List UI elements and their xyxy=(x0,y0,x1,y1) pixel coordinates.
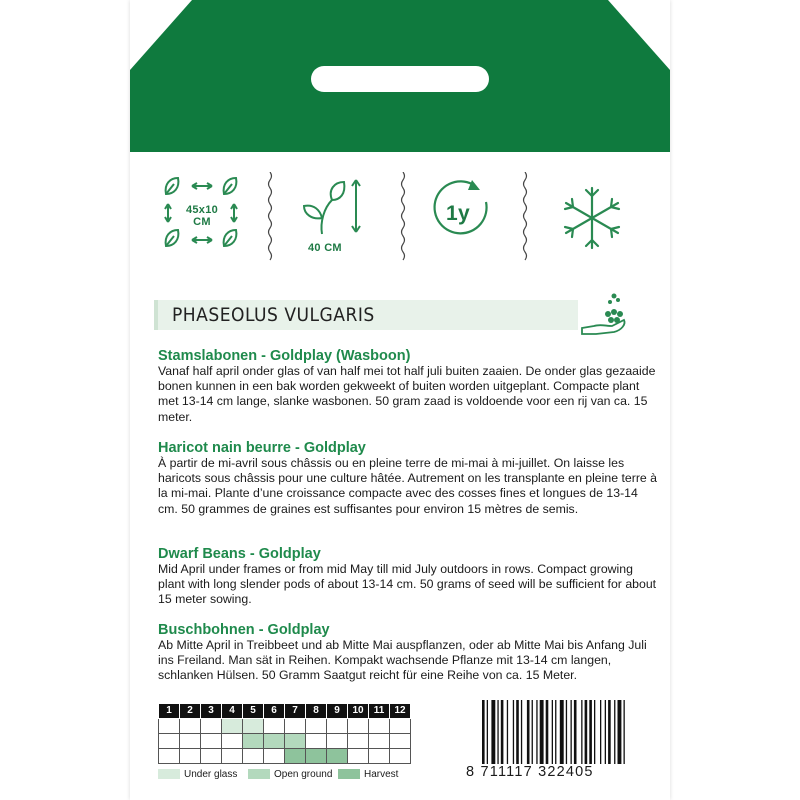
calendar-row-harvest xyxy=(159,749,411,764)
legend-swatch xyxy=(248,769,270,779)
calendar-cell xyxy=(327,734,348,749)
hanger-hole xyxy=(311,66,489,92)
legend-item-under-glass xyxy=(158,767,237,781)
calendar-cell xyxy=(222,749,243,764)
barcode-bar xyxy=(574,700,577,764)
month-cell: 10 xyxy=(348,704,369,719)
section-title: Haricot nain beurre - Goldplay xyxy=(158,440,366,456)
barcode-bar xyxy=(581,700,582,764)
barcode-bar xyxy=(507,700,508,764)
legend-label: Open ground xyxy=(274,768,333,780)
calendar-row-under-glass xyxy=(159,719,411,734)
barcode-bar xyxy=(521,700,522,764)
barcode-bar xyxy=(589,700,592,764)
calendar-row-open-ground xyxy=(159,734,411,749)
snowflake-icon xyxy=(560,168,624,268)
month-cell: 4 xyxy=(222,704,243,719)
calendar-cell xyxy=(369,734,390,749)
month-cell: 2 xyxy=(180,704,201,719)
calendar-cell xyxy=(348,749,369,764)
section-french xyxy=(158,440,658,517)
legend-swatch xyxy=(158,769,180,779)
month-cell: 12 xyxy=(390,704,411,719)
month-cell: 9 xyxy=(327,704,348,719)
spacing-label-line1: 45x10 xyxy=(185,204,219,216)
wavy-divider xyxy=(522,172,528,264)
barcode-bar xyxy=(532,700,533,764)
month-cell: 7 xyxy=(285,704,306,719)
calendar-month-header xyxy=(159,704,411,719)
barcode-bar xyxy=(497,700,498,764)
month-cell: 3 xyxy=(201,704,222,719)
section-body: Mid April under frames or from mid May till mid July outdoors in rows. Compact growing plant with long slender pods of about 13-14 cm. 50 grams of seed will be sufficient for about 15 meter sowing. xyxy=(158,562,657,607)
legend-label: Under glass xyxy=(184,768,238,780)
latin-name-banner xyxy=(154,300,578,330)
calendar-cell xyxy=(306,749,327,764)
calendar-cell xyxy=(264,734,285,749)
barcode-bar xyxy=(552,700,553,764)
calendar-cell xyxy=(306,719,327,734)
legend-item-harvest xyxy=(338,767,398,781)
wavy-divider xyxy=(267,172,273,264)
calendar-cell xyxy=(201,734,222,749)
seeds-in-hand-icon xyxy=(578,290,628,338)
calendar-cell xyxy=(222,719,243,734)
section-english xyxy=(158,546,658,608)
barcode-bar xyxy=(624,700,625,764)
calendar-cell xyxy=(159,749,180,764)
seed-packet-back xyxy=(130,0,670,800)
calendar-cell xyxy=(159,734,180,749)
calendar-cell xyxy=(201,749,222,764)
calendar-cell xyxy=(327,719,348,734)
barcode-bar xyxy=(585,700,588,764)
barcode-bar xyxy=(516,700,519,764)
barcode-bar xyxy=(600,700,601,764)
legend-swatch xyxy=(338,769,360,779)
height-label: 40 CM xyxy=(308,242,342,254)
barcode-bar xyxy=(594,700,595,764)
barcode-bar xyxy=(608,700,611,764)
calendar-cell xyxy=(348,734,369,749)
barcode-bar xyxy=(566,700,567,764)
month-cell: 6 xyxy=(264,704,285,719)
section-body: Vanaf half april onder glas of van half mei tot half juli buiten zaaien. De onder glas gezaaide bonen kunnen in een bak worden gekweekt of buiten worden uitgeplant. Compacte plant met 13-14 cm lange, slanke wasbonen. 50 gram zaad is voldoende voor een rij van ca. 15 meter. xyxy=(158,364,656,424)
spacing-label-line2: CM xyxy=(193,216,211,228)
section-title: Dwarf Beans - Goldplay xyxy=(158,546,321,562)
sowing-calendar xyxy=(158,703,411,764)
legend-label: Harvest xyxy=(364,768,399,780)
calendar-cell xyxy=(264,719,285,734)
barcode xyxy=(482,700,650,764)
calendar-cell xyxy=(285,719,306,734)
calendar-cell xyxy=(390,719,411,734)
barcode-bar xyxy=(555,700,556,764)
calendar-cell xyxy=(390,734,411,749)
barcode-bar xyxy=(560,700,564,764)
barcode-bar xyxy=(605,700,606,764)
calendar-cell xyxy=(180,719,201,734)
month-cell: 8 xyxy=(306,704,327,719)
section-dutch xyxy=(158,348,658,425)
barcode-bar xyxy=(487,700,488,764)
month-cell: 1 xyxy=(159,704,180,719)
barcode-bar xyxy=(540,700,544,764)
calendar-cell xyxy=(180,749,201,764)
barcode-number: 8 711117 322405 xyxy=(466,764,594,780)
calendar-cell xyxy=(285,749,306,764)
month-cell: 11 xyxy=(369,704,390,719)
barcode-bar xyxy=(491,700,495,764)
calendar-cell xyxy=(243,719,264,734)
calendar-cell xyxy=(390,749,411,764)
calendar-cell xyxy=(222,734,243,749)
barcode-bar xyxy=(501,700,504,764)
plant-height-icon xyxy=(298,168,388,268)
barcode-bar xyxy=(546,700,549,764)
cycle-label: 1y xyxy=(446,202,470,225)
barcode-bar xyxy=(571,700,572,764)
barcode-bar xyxy=(513,700,514,764)
calendar-cell xyxy=(243,734,264,749)
barcode-bar xyxy=(527,700,530,764)
calendar-cell xyxy=(348,719,369,734)
calendar-cell xyxy=(327,749,348,764)
calendar-cell xyxy=(159,719,180,734)
section-body: À partir de mi-avril sous châssis ou en pleine terre de mi-mai à mi-juillet. On laisse les haricots sous châssis pour une culture hâtée. Autrement on les transplante en pleine terre à la mi-mai. Plante d’une croissance compacte avec des cosses fines et longues de 13-14 cm. 50 grammes de graines est suffisantes pour environ 15 mètres de semis. xyxy=(158,456,658,516)
barcode-bar xyxy=(614,700,615,764)
icon-row xyxy=(130,168,670,268)
section-body: Ab Mitte April in Treibbeet und ab Mitte Mai auspflanzen, oder ab Mitte Mai bis Anfang Juli ins Freiland. Man sät in Reihen. Kompakt wachsende Pflanze mit 13-14 cm langen, schlanken Hülsen. 50 Gramm Saatgut reicht für eine Reihe von ca. 15 Meter. xyxy=(158,638,647,683)
calendar-cell xyxy=(369,719,390,734)
section-title: Buschbohnen - Goldplay xyxy=(158,622,330,638)
calendar-cell xyxy=(180,734,201,749)
section-german xyxy=(158,622,658,684)
annual-cycle-icon xyxy=(426,168,498,268)
section-title: Stamslabonen - Goldplay (Wasboon) xyxy=(158,348,411,364)
calendar-cell xyxy=(243,749,264,764)
barcode-bar xyxy=(536,700,537,764)
barcode-bar xyxy=(482,700,485,764)
latin-name: PHASEOLUS VULGARIS xyxy=(172,304,375,326)
calendar-legend xyxy=(158,767,418,781)
calendar-cell xyxy=(285,734,306,749)
legend-item-open-ground xyxy=(248,767,332,781)
calendar-cell xyxy=(201,719,222,734)
calendar-cell xyxy=(369,749,390,764)
calendar-cell xyxy=(264,749,285,764)
spacing-icon xyxy=(158,168,246,268)
barcode-bar xyxy=(618,700,622,764)
wavy-divider xyxy=(400,172,406,264)
calendar-cell xyxy=(306,734,327,749)
month-cell: 5 xyxy=(243,704,264,719)
